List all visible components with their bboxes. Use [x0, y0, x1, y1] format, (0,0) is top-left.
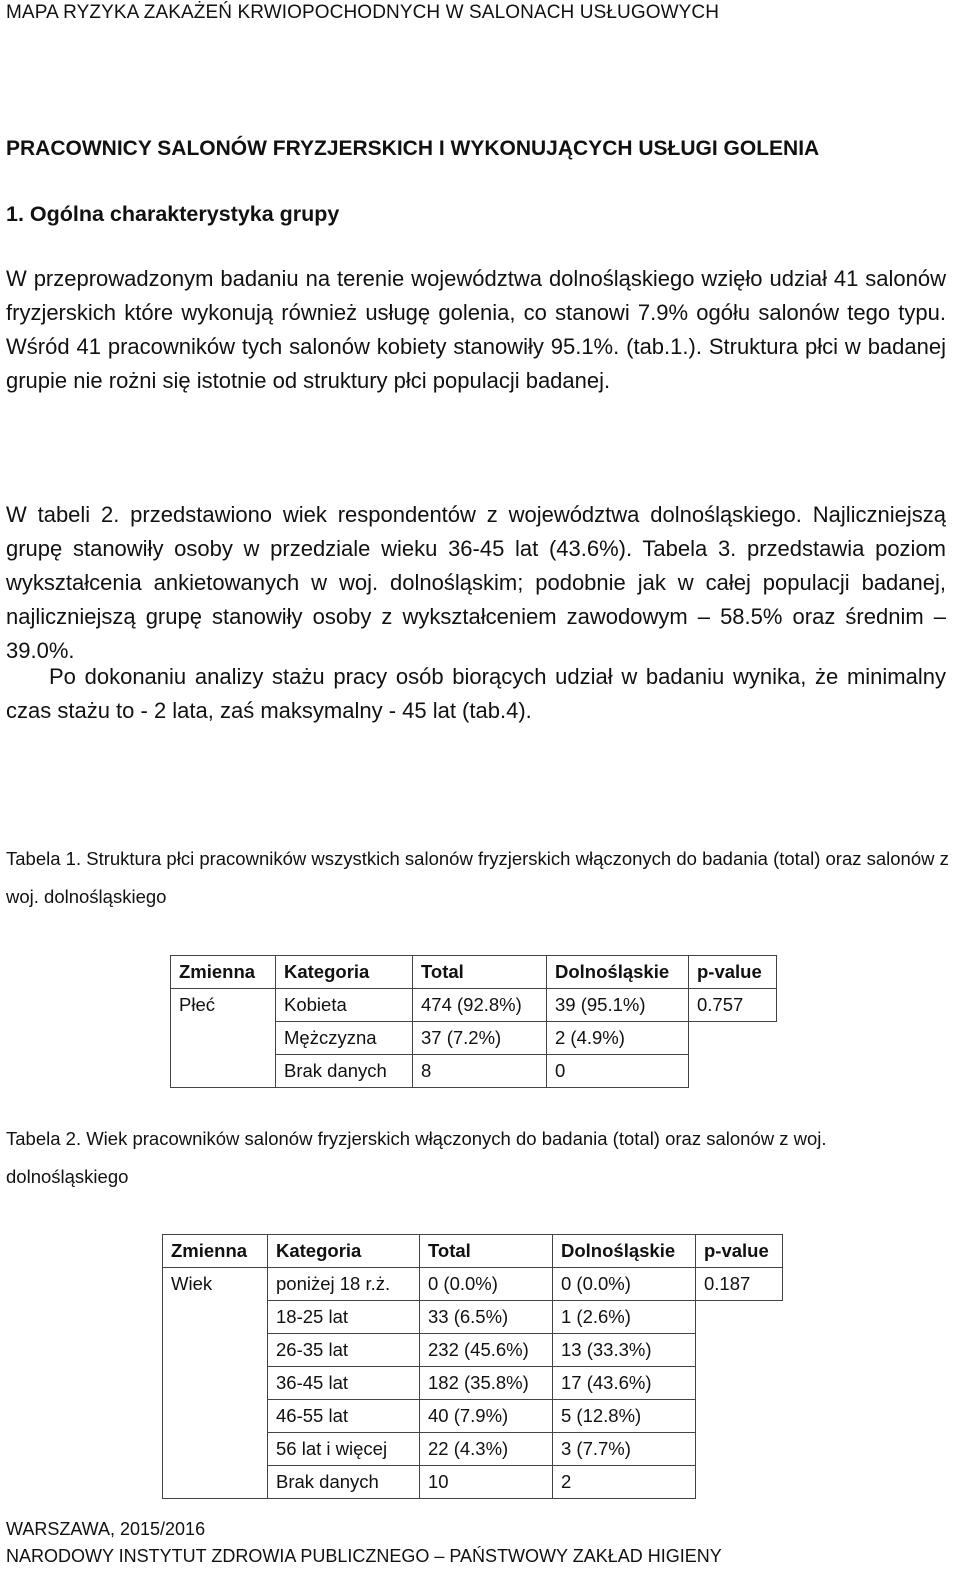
p-value-cell: 0.757 — [689, 989, 777, 1022]
category-cell: 46-55 lat — [268, 1400, 420, 1433]
region-cell: 3 (7.7%) — [553, 1433, 696, 1466]
empty-cell — [696, 1433, 783, 1466]
region-cell: 1 (2.6%) — [553, 1301, 696, 1334]
table1-caption: Tabela 1. Struktura płci pracowników wszystkich salonów fryzjerskich włączonych do badania (total) oraz salonów z woj. dolnośląskiego — [6, 848, 949, 907]
category-cell: Kobieta — [276, 989, 413, 1022]
category-cell: Mężczyzna — [276, 1022, 413, 1055]
column-header: p-value — [696, 1235, 783, 1268]
region-cell: 2 (4.9%) — [547, 1022, 689, 1055]
table-header-row — [171, 956, 777, 989]
category-cell: 36-45 lat — [268, 1367, 420, 1400]
paragraph-age-education — [6, 498, 946, 668]
footer-institution: NARODOWY INSTYTUT ZDROWIA PUBLICZNEGO – PAŃSTWOWY ZAKŁAD HIGIENY — [6, 1546, 722, 1566]
table-row — [171, 989, 777, 1022]
footer-city-year: WARSZAWA, 2015/2016 — [6, 1519, 206, 1539]
paragraph-text: W tabeli 2. przedstawiono wiek respondentów z województwa dolnośląskiego. Najliczniejszą grupę stanowiły osoby w przedziale wieku 36-45 lat (43.6%). Tabela 3. przedstawia poziom wykształcenia ankietowanych w woj. dolnośląskim; podobnie jak w całej populacji badanej, najliczniejszą grupę stanowiły osoby z wykształceniem zawodowym – 58.5% oraz średnim – 39.0%. — [6, 502, 946, 663]
empty-cell — [696, 1367, 783, 1400]
table-age-structure — [162, 1234, 783, 1499]
column-header: p-value — [689, 956, 777, 989]
category-cell: 26-35 lat — [268, 1334, 420, 1367]
category-cell: Brak danych — [276, 1055, 413, 1088]
empty-cell — [696, 1334, 783, 1367]
category-cell: 18-25 lat — [268, 1301, 420, 1334]
paragraph-group-composition — [6, 262, 946, 398]
total-cell: 182 (35.8%) — [420, 1367, 553, 1400]
column-header: Zmienna — [171, 956, 276, 989]
variable-cell: Wiek — [163, 1268, 268, 1499]
paragraph-text: Po dokonaniu analizy stażu pracy osób biorących udział w badaniu wynika, że minimalny czas stażu to - 2 lata, zaś maksymalny - 45 lat (tab.4). — [6, 664, 946, 723]
total-cell: 40 (7.9%) — [420, 1400, 553, 1433]
empty-cell — [689, 1022, 777, 1055]
region-cell: 39 (95.1%) — [547, 989, 689, 1022]
total-cell: 33 (6.5%) — [420, 1301, 553, 1334]
category-cell: 56 lat i więcej — [268, 1433, 420, 1466]
total-cell: 474 (92.8%) — [413, 989, 547, 1022]
section-title: PRACOWNICY SALONÓW FRYZJERSKICH I WYKONUJĄCYCH USŁUGI GOLENIA — [6, 137, 820, 160]
total-cell: 10 — [420, 1466, 553, 1499]
total-cell: 0 (0.0%) — [420, 1268, 553, 1301]
region-cell: 13 (33.3%) — [553, 1334, 696, 1367]
total-cell: 232 (45.6%) — [420, 1334, 553, 1367]
region-cell: 0 — [547, 1055, 689, 1088]
empty-cell — [689, 1055, 777, 1088]
region-cell: 17 (43.6%) — [553, 1367, 696, 1400]
table-row — [163, 1268, 783, 1301]
column-header: Kategoria — [276, 956, 413, 989]
total-cell: 8 — [413, 1055, 547, 1088]
column-header: Dolnośląskie — [547, 956, 689, 989]
region-cell: 0 (0.0%) — [553, 1268, 696, 1301]
paragraph-text: W przeprowadzonym badaniu na terenie województwa dolnośląskiego wzięło udział 41 salonów fryzjerskich które wykonują również usługę golenia, co stanowi 7.9% ogółu salonów tego typu. Wśród 41 pracowników tych salonów kobiety stanowiły 95.1%. (tab.1.). Struktura płci w badanej grupie nie rożni się istotnie od struktury płci populacji badanej. — [6, 266, 946, 393]
column-header: Dolnośląskie — [553, 1235, 696, 1268]
total-cell: 37 (7.2%) — [413, 1022, 547, 1055]
column-header: Kategoria — [268, 1235, 420, 1268]
empty-cell — [696, 1466, 783, 1499]
paragraph-work-experience — [6, 660, 946, 728]
variable-cell: Płeć — [171, 989, 276, 1088]
empty-cell — [696, 1400, 783, 1433]
empty-cell — [696, 1301, 783, 1334]
table2-caption: Tabela 2. Wiek pracowników salonów fryzjerskich włączonych do badania (total) oraz salonów z woj. dolnośląskiego — [6, 1128, 827, 1187]
column-header: Total — [420, 1235, 553, 1268]
column-header: Total — [413, 956, 547, 989]
page-header-title: MAPA RYZYKA ZAKAŻEŃ KRWIOPOCHODNYCH W SALONACH USŁUGOWYCH — [6, 2, 720, 23]
category-cell: poniżej 18 r.ż. — [268, 1268, 420, 1301]
p-value-cell: 0.187 — [696, 1268, 783, 1301]
region-cell: 2 — [553, 1466, 696, 1499]
table-gender-structure — [170, 955, 777, 1088]
column-header: Zmienna — [163, 1235, 268, 1268]
table-header-row — [163, 1235, 783, 1268]
subsection-title: 1. Ogólna charakterystyka grupy — [6, 202, 340, 226]
total-cell: 22 (4.3%) — [420, 1433, 553, 1466]
region-cell: 5 (12.8%) — [553, 1400, 696, 1433]
category-cell: Brak danych — [268, 1466, 420, 1499]
